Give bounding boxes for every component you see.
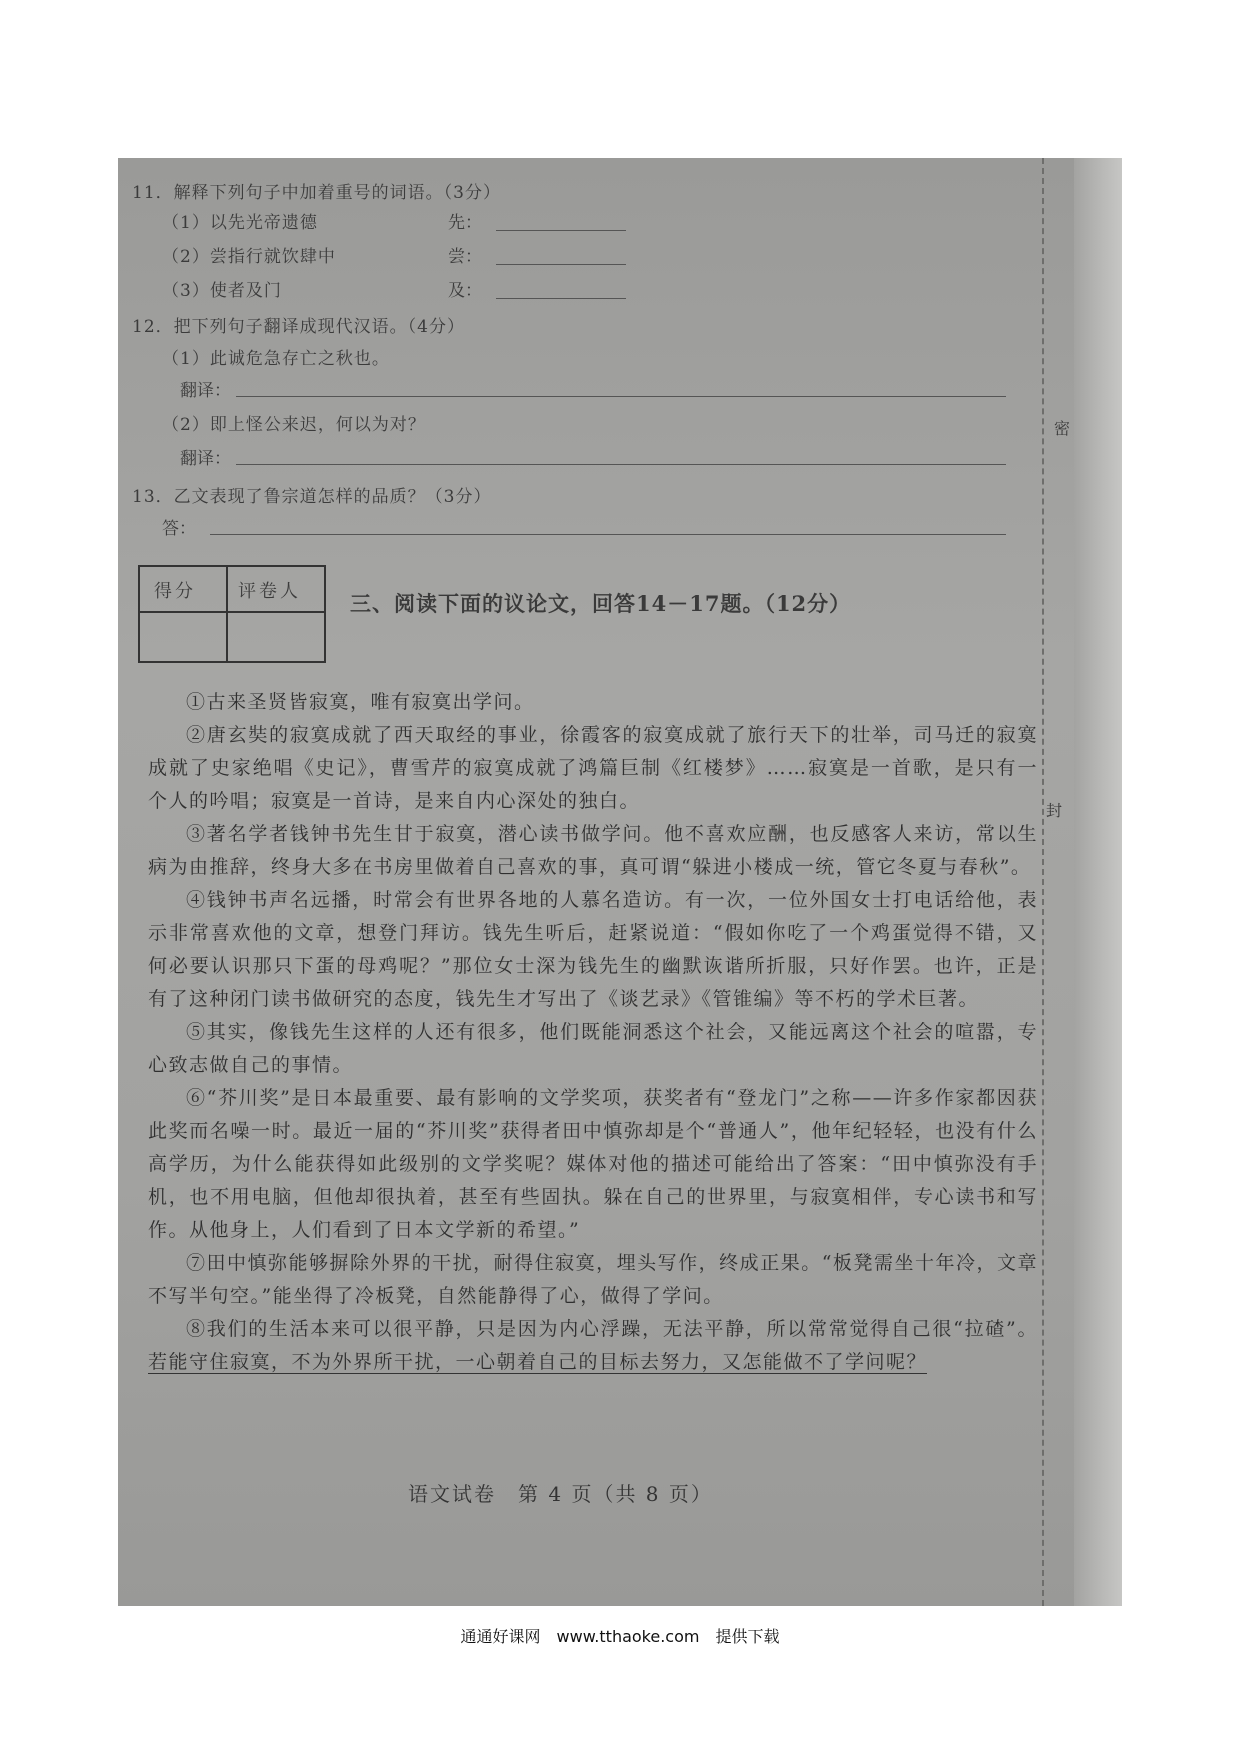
q11-item-3-blank[interactable] — [496, 298, 626, 299]
q13-stem: 13．乙文表现了鲁宗道怎样的品质？（3分） — [132, 487, 492, 507]
q13-label: 答： — [162, 519, 196, 539]
reading-passage — [148, 686, 1038, 1379]
q12-item-1-label: 翻译： — [180, 381, 231, 401]
exam-page — [118, 158, 1058, 1606]
q12-item-2-blank[interactable] — [236, 464, 1006, 465]
q12-item-2: （2）即上怪公来迟，何以为对？ — [162, 415, 426, 435]
paragraph-8-text: ⑧我们的生活本来可以很平静，只是因为内心浮躁，无法平静，所以常常觉得自己很“拉碴”。 — [186, 1318, 1038, 1340]
q12-stem: 12．把下列句子翻译成现代汉语。（4分） — [132, 317, 465, 337]
paragraph-8 — [148, 1313, 1038, 1379]
paragraph-1: ①古来圣贤皆寂寞，唯有寂寞出学问。 — [186, 691, 535, 713]
q11-item-1: （1）以先光帝遗德 — [162, 213, 318, 233]
q11-item-1-blank[interactable] — [496, 230, 626, 231]
q11-item-3: （3）使者及门 — [162, 281, 282, 301]
q12-item-1: （1）此诚危急存亡之秋也。 — [162, 349, 390, 369]
paragraph-2: ②唐玄奘的寂寞成就了西天取经的事业，徐霞客的寂寞成就了旅行天下的壮举，司马迁的寂寞成就了史家绝唱《史记》，曹雪芹的寂寞成就了鸿篇巨制《红楼梦》……寂寞是一首歌，是只有一个人的吟唱；寂寞是一首诗，是来自内心深处的独白。 — [148, 724, 1038, 812]
score-table-divider — [226, 567, 228, 661]
q11-item-2-label: 尝： — [448, 247, 482, 267]
section-title: 三、阅读下面的议论文，回答14－17题。（12分） — [350, 591, 852, 616]
q12-item-1-blank[interactable] — [236, 396, 1006, 397]
paragraph-6: ⑥“芥川奖”是日本最重要、最有影响的文学奖项，获奖者有“登龙门”之称——许多作家都因获此奖而名噪一时。最近一届的“芥川奖”获得者田中慎弥却是个“普通人”，他年纪轻轻，也没有什么高学历，为什么能获得如此级别的文学奖呢？媒体对他的描述可能给出了答案：“田中慎弥没有手机，也不用电脑，但他却很执着，甚至有些固执。躲在自己的世界里，与寂寞相伴，专心读书和写作。从他身上，人们看到了日本文学新的希望。” — [148, 1087, 1038, 1241]
seal-char-1: 密 — [1053, 419, 1070, 438]
paragraph-5: ⑤其实，像钱先生这样的人还有很多，他们既能洞悉这个社会，又能远离这个社会的喧嚣，专心致志做自己的事情。 — [148, 1021, 1038, 1076]
score-table-col-grader: 评卷人 — [238, 581, 301, 602]
q12-item-2-label: 翻译： — [180, 449, 231, 469]
paragraph-4: ④钱钟书声名远播，时常会有世界各地的人慕名造访。有一次，一位外国女士打电话给他，表示非常喜欢他的文章，想登门拜访。钱先生听后，赶紧说道：“假如你吃了一个鸡蛋觉得不错，又何必要认识那只下蛋的母鸡呢？”那位女士深为钱先生的幽默诙谐所折服，只好作罢。也许，正是有了这种闭门读书做研究的态度，钱先生才写出了《谈艺录》《管锥编》等不朽的学术巨著。 — [148, 889, 1038, 1010]
q11-item-3-label: 及： — [448, 281, 482, 301]
q11-item-2: （2）尝指行就饮肆中 — [162, 247, 336, 267]
exam-page-number: 语文试卷 第 4 页（共 8 页） — [408, 1482, 713, 1506]
score-table-col-score: 得分 — [154, 581, 196, 602]
score-table — [138, 565, 326, 663]
q13-blank[interactable] — [210, 534, 1006, 535]
q11-item-1-label: 先： — [448, 213, 482, 233]
paragraph-3: ③著名学者钱钟书先生甘于寂寞，潜心读书做学问。他不喜欢应酬，也反感客人来访，常以生病为由推辞，终身大多在书房里做着自己喜欢的事，真可谓“躲进小楼成一统，管它冬夏与春秋”。 — [148, 823, 1038, 878]
scanned-exam-photo — [118, 158, 1122, 1606]
paragraph-8-underlined: 若能守住寂寞，不为外界所干扰，一心朝着自己的目标去努力，又怎能做不了学问呢？ — [148, 1351, 928, 1373]
q11-item-2-blank[interactable] — [496, 264, 626, 265]
q11-stem: 11．解释下列句子中加着重号的词语。（3分） — [132, 183, 501, 203]
seal-char-2: 封 — [1045, 801, 1062, 820]
score-table-row-divider — [140, 611, 324, 613]
paragraph-7: ⑦田中慎弥能够摒除外界的干扰，耐得住寂寞，埋头写作，终成正果。“板凳需坐十年冷，文章不写半句空。”能坐得了冷板凳，自然能静得了心，做得了学问。 — [148, 1252, 1038, 1307]
page-edge-shadow — [1074, 158, 1122, 1606]
site-footer: 通通好课网 www.tthaoke.com 提供下载 — [460, 1627, 780, 1646]
